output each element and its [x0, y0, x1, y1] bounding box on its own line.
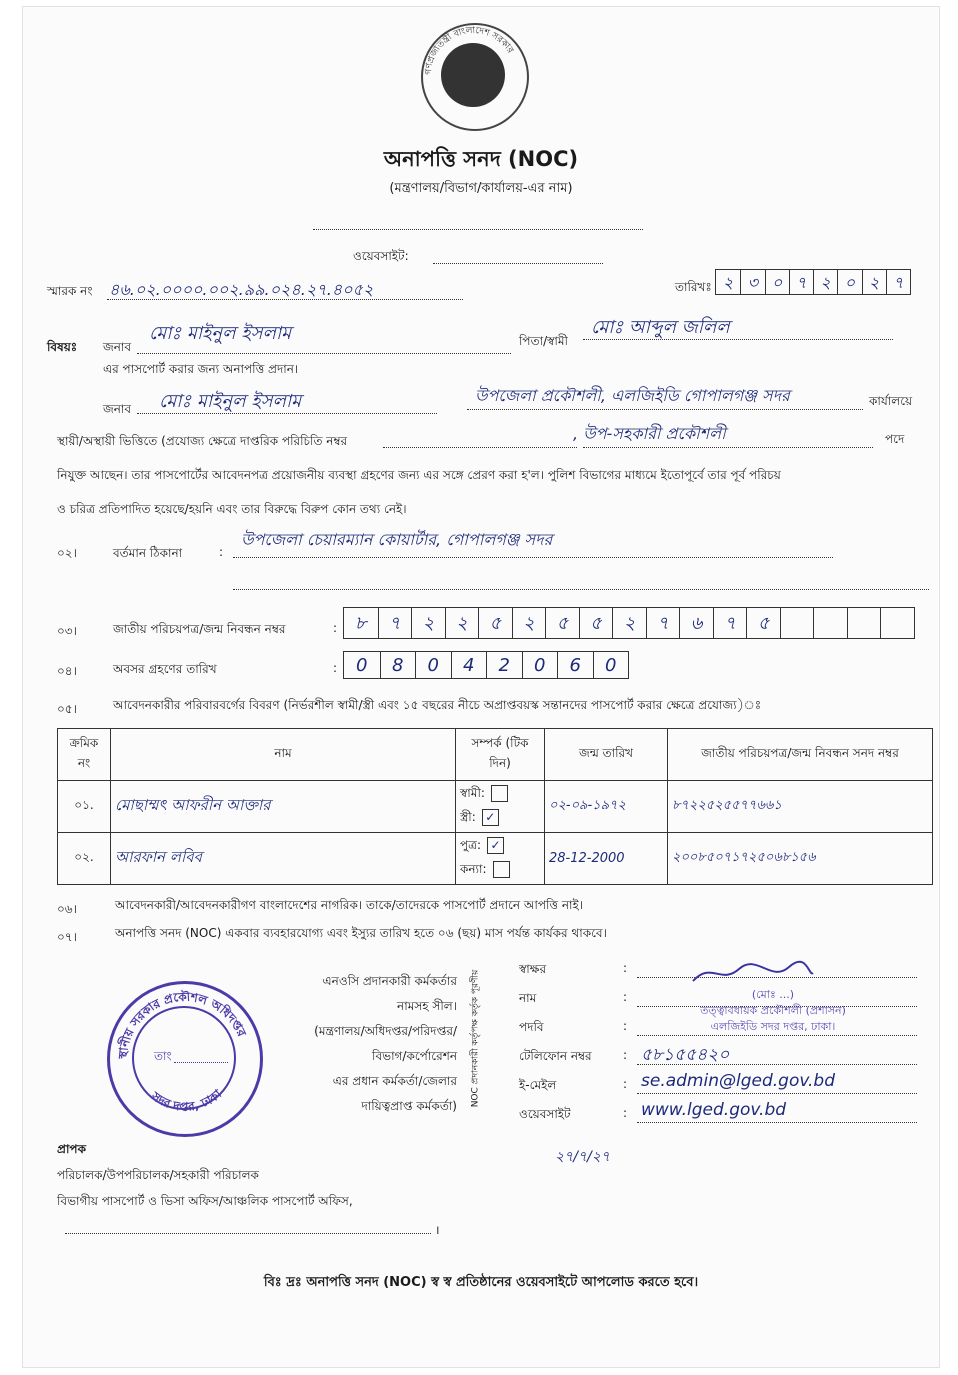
document-subtitle: (মন্ত্রণালয়/বিভাগ/কার্যালয়-এর নাম)	[389, 181, 573, 196]
memo-number: ৪৬.০২.০০০০.০০২.৯৯.০২৪.২৭.৪০৫২	[109, 280, 374, 299]
item-04-label: অবসর গ্রহণের তারিখ	[113, 662, 217, 676]
digit-cell: 0	[356, 655, 368, 676]
digit-cell: ৩	[740, 270, 764, 294]
signatory-line: (মন্ত্রণালয়/অধিদপ্তর/পরিদপ্তর/	[314, 1024, 457, 1038]
field-colon: :	[623, 1048, 628, 1062]
header-nid: জাতীয় পরিচয়পত্র/জন্ম নিবন্ধন সনদ নম্বর	[668, 729, 933, 781]
row-name: আরফান লবিব	[111, 833, 456, 885]
digit-cell: ২	[862, 270, 886, 294]
digit-cell: 4	[451, 652, 487, 678]
seal-date-label: তাং	[154, 1049, 172, 1063]
digit-cell: ৫	[545, 608, 579, 638]
digit-cell: ৫	[746, 608, 780, 638]
digit-cell: 2	[486, 652, 522, 678]
website-label: ওয়েবসাইট:	[353, 249, 409, 263]
subject-mr-label: জনাব	[103, 340, 132, 354]
item-04-number: ০৪।	[57, 664, 77, 678]
digit-cell: ৭	[646, 608, 680, 638]
item-06-label: আবেদনকারী/আবেদনকারীগণ বাংলাদেশের নাগরিক। তাকে/তাদেরকে পাসপোর্ট প্রদানে আপত্তি নাই।	[115, 898, 584, 912]
row-serial: ০১.	[58, 781, 111, 833]
digit-cell: ০	[837, 270, 861, 294]
field-label: ওয়েবসাইট	[519, 1107, 571, 1121]
item-02-label: বর্তমান ঠিকানা	[113, 546, 183, 560]
field-value: se.admin@lged.gov.bd	[641, 1071, 836, 1091]
recipient-line3	[65, 1233, 431, 1234]
row-name: মোছাম্মৎ আফরীন আক্তার	[111, 781, 456, 833]
field-label: ই-মেইল	[519, 1078, 557, 1092]
stamp-line: এলজিইডি সদর দপ্তর, ঢাকা।	[710, 1020, 836, 1033]
digit-cell: ৭	[713, 608, 747, 638]
item-07-label: অনাপত্তি সনদ (NOC) একবার ব্যবহারযোগ্য এবং ইস্যুর তারিখ হতে ০৬ (ছয়) মাস পর্যন্ত কার্যকর থাকবে।	[115, 926, 607, 940]
father-line	[583, 339, 893, 340]
item-03-number: ০৩।	[57, 624, 77, 638]
body-office-line	[467, 409, 863, 410]
body-line2: স্থায়ী/অস্থায়ী ভিত্তিতে (প্রযোজ্য ক্ষেত্রে দাপ্তরিক পরিচিতি নম্বর	[57, 434, 348, 448]
digit-cell: ০	[765, 270, 789, 294]
subject-line2: এর পাসপোর্ট করার জন্য অনাপত্তি প্রদান।	[103, 362, 299, 376]
date-boxes	[715, 269, 911, 295]
relation-checkbox[interactable]	[493, 861, 510, 878]
svg-text:সদর দপ্তর, ঢাকা	[148, 1087, 225, 1114]
address-line-1	[233, 557, 833, 558]
relation-label: পুত্র:	[460, 837, 482, 852]
digit-cell	[880, 608, 914, 638]
present-address: উপজেলা চেয়ারম্যান কোয়ার্টার, গোপালগঞ্জ সদর	[241, 530, 553, 549]
emblem-text-ring	[421, 23, 525, 127]
relation-label: স্বামী:	[460, 785, 485, 800]
nid-boxes	[343, 607, 915, 639]
digit-cell: ৫	[579, 608, 613, 638]
body-post-line	[583, 447, 873, 448]
field-colon: :	[623, 961, 628, 975]
relation-label: কন্যা:	[460, 861, 487, 876]
body-mr-label: জনাব	[103, 402, 132, 416]
date-label: তারিখঃ	[675, 280, 712, 294]
header-relation: সম্পর্ক (টিক দিন)	[456, 729, 545, 781]
digit-cell: 6	[557, 652, 593, 678]
subject-name: মোঃ মাইনুল ইসলাম	[149, 323, 292, 344]
field-label: স্বাক্ষর	[519, 962, 547, 976]
signatory-line: এর প্রধান কর্মকর্তা/জেলার	[332, 1074, 457, 1088]
recipient-line3-end: ।	[435, 1223, 440, 1237]
digit-cell: ২	[445, 608, 479, 638]
item-02-colon: :	[219, 545, 224, 559]
recipient-line2: বিভাগীয় পাসপোর্ট ও ভিসা অফিস/আঞ্চলিক পাসপোর্ট অফিস,	[57, 1194, 353, 1208]
header-name: নাম	[111, 729, 456, 781]
digit-cell: 0	[593, 652, 629, 678]
subject-name-line	[137, 353, 511, 354]
item-02-number: ০২।	[57, 546, 77, 560]
signatory-line: দায়িত্বপ্রাপ্ত কর্মকর্তা)	[361, 1099, 457, 1113]
officer-stamp	[673, 987, 873, 1035]
relation-label: স্ত্রী:	[460, 809, 476, 824]
field-colon: :	[623, 1106, 628, 1120]
header-serial: ক্রমিক নং	[58, 729, 111, 781]
digit-cell: ৫	[478, 608, 512, 638]
signatory-line: এনওসি প্রদানকারী কর্মকর্তার	[322, 974, 457, 988]
body-line3: নিযুক্ত আছেন। তার পাসপোর্টের আবেদনপত্র প্রয়োজনীয় ব্যবস্থা গ্রহণের জন্য এর সঙ্গে প্রেরণ করা হ'ল। পুলিশ বিভাগের মাধ্যমে ইতোপূর্বে তার পূর্ব পরিচয়	[57, 468, 781, 482]
field-label: নাম	[519, 991, 537, 1005]
digit-cell: ৬	[679, 608, 713, 638]
digit-cell: ২	[813, 270, 837, 294]
digit-cell: ৭	[789, 270, 813, 294]
digit-cell: ৭	[886, 270, 910, 294]
svg-text:গণপ্রজাতন্ত্রী বাংলাদেশ সরকার	[424, 26, 516, 75]
father-label: পিতা/স্বামী	[519, 334, 568, 348]
noc-document	[22, 6, 940, 1368]
field-colon: :	[623, 1019, 628, 1033]
field-line	[637, 1122, 917, 1123]
seal-date-line	[174, 1062, 228, 1063]
digit-cell	[780, 608, 814, 638]
digit-cell	[847, 608, 881, 638]
field-colon: :	[623, 1077, 628, 1091]
row-relation	[456, 833, 545, 885]
office-round-seal	[107, 981, 263, 1137]
field-line	[637, 1093, 917, 1094]
header-dob: জন্ম তারিখ	[545, 729, 668, 781]
item-04-colon: :	[333, 661, 338, 675]
signatory-field	[493, 1073, 933, 1097]
signature-icon	[691, 959, 815, 987]
digit-cell: ৮	[354, 613, 367, 634]
item-03-colon: :	[333, 621, 338, 635]
emblem-text: গণপ্রজাতন্ত্রী বাংলাদেশ সরকার	[423, 25, 516, 76]
digit-cell: 8	[380, 652, 416, 678]
digit-cell: ২	[722, 273, 734, 292]
vertical-note: NOC প্রদানকারী কর্তৃপক্ষ কর্তৃক পূরণীয়	[470, 969, 481, 1108]
body-office: উপজেলা প্রকৌশলী, এলজিইডি গোপালগঞ্জ সদর	[475, 386, 790, 405]
svg-text:স্থানীয় সরকার প্রকৌশল অধিদপ্ত	[116, 989, 249, 1061]
row-dob: 28-12-2000	[545, 833, 668, 885]
relation-checkbox[interactable]: ✓	[487, 837, 504, 854]
row-relation	[456, 781, 545, 833]
field-value: www.lged.gov.bd	[641, 1100, 787, 1120]
field-line	[637, 1035, 917, 1036]
field-colon: :	[623, 990, 628, 1004]
address-line-2	[233, 589, 929, 590]
body-line4: ও চরিত্র প্রতিপাদিত হয়েছে/হয়নি এবং তার বিরুদ্ধে বিরুপ কোন তথ্য নেই।	[57, 502, 407, 516]
item-06-number: ০৬।	[57, 902, 77, 916]
seal-bottom-text: সদর দপ্তর, ঢাকা	[148, 1086, 225, 1114]
table-row	[58, 833, 933, 885]
row-nid: ২০০৮৫০৭১৭২৫০৬৮১৫৬	[668, 833, 933, 885]
recipient-label: প্রাপক	[57, 1142, 86, 1156]
signatory-field	[493, 1102, 933, 1126]
family-table	[57, 728, 933, 885]
retirement-date-boxes	[343, 651, 629, 679]
memo-label: স্মারক নং	[47, 284, 93, 298]
signatory-field	[493, 1044, 933, 1068]
body-line2-dots	[383, 447, 577, 448]
body-name-line	[137, 413, 437, 414]
signatory-line: বিভাগ/কর্পোরেশন	[372, 1049, 457, 1063]
row-serial: ০২.	[58, 833, 111, 885]
digit-cell: ২	[411, 608, 445, 638]
row-nid: ৮৭২২৫২৫৫৭৭৬৬১	[668, 781, 933, 833]
post-suffix: পদে	[885, 432, 905, 446]
family-table-header	[58, 729, 933, 781]
government-emblem	[421, 23, 529, 131]
field-value: ৫৮১৫৫৪২০	[641, 1045, 730, 1065]
field-label: পদবি	[519, 1020, 544, 1034]
digit-cell: ২	[612, 608, 646, 638]
body-post: , উপ-সহকারী প্রকৌশলী	[573, 424, 726, 443]
digit-cell: 0	[522, 652, 558, 678]
relation-checkbox[interactable]	[491, 785, 508, 802]
document-title: অনাপত্তি সনদ (NOC)	[383, 147, 579, 171]
seal-outer-text: স্থানীয় সরকার প্রকৌশল অধিদপ্তর	[115, 989, 249, 1060]
field-label: টেলিফোন নম্বর	[519, 1049, 592, 1063]
item-05-label: আবেদনকারীর পরিবারবর্গের বিবরণ (নির্ভরশীল স্বামী/স্ত্রী এবং ১৫ বছরের নীচে অপ্রাপ্তবয়স্ক সন্তানদের পাসপোর্ট করার ক্ষেত্রে প্রযোজ্য)ঃ	[113, 698, 762, 712]
footer-note: বিঃ দ্রঃ অনাপত্তি সনদ (NOC) স্ব স্ব প্রতিষ্ঠানের ওয়েবসাইটে আপলোড করতে হবে।	[263, 1275, 699, 1290]
item-03-label: জাতীয় পরিচয়পত্র/জন্ম নিবন্ধন নম্বর	[113, 622, 286, 636]
row-dob: ০২-০৯-১৯৭২	[545, 781, 668, 833]
relation-checkbox[interactable]: ✓	[482, 809, 499, 826]
item-07-number: ০৭।	[57, 930, 77, 944]
ministry-name-line	[313, 229, 643, 230]
body-name: মোঃ মাইনুল ইসলাম	[159, 391, 302, 412]
stamp-line: তত্ত্বাবধায়ক প্রকৌশলী (প্রশাসন)	[700, 1004, 846, 1017]
signature-mark	[691, 959, 815, 987]
digit-cell	[813, 608, 847, 638]
signatory-line: নামসহ সীল।	[397, 999, 457, 1013]
digit-cell: ৭	[378, 608, 412, 638]
signatory-description	[273, 969, 457, 1119]
memo-line	[107, 299, 463, 300]
subject-label: বিষয়ঃ	[47, 340, 78, 354]
recipient-line1: পরিচালক/উপপরিচালক/সহকারী পরিচালক	[57, 1168, 259, 1182]
father-name: মোঃ আব্দুল জলিল	[591, 317, 730, 338]
stamp-line: (মোঃ ...)	[751, 988, 795, 1001]
table-row	[58, 781, 933, 833]
seal-text-ring	[107, 981, 263, 1137]
website-line	[433, 263, 603, 264]
office-suffix: কার্যালয়ে	[869, 394, 913, 408]
item-05-number: ০৫।	[57, 702, 77, 716]
initial-date: ২৭/৭/২৭	[555, 1149, 610, 1165]
digit-cell: 0	[415, 652, 451, 678]
digit-cell: ২	[512, 608, 546, 638]
